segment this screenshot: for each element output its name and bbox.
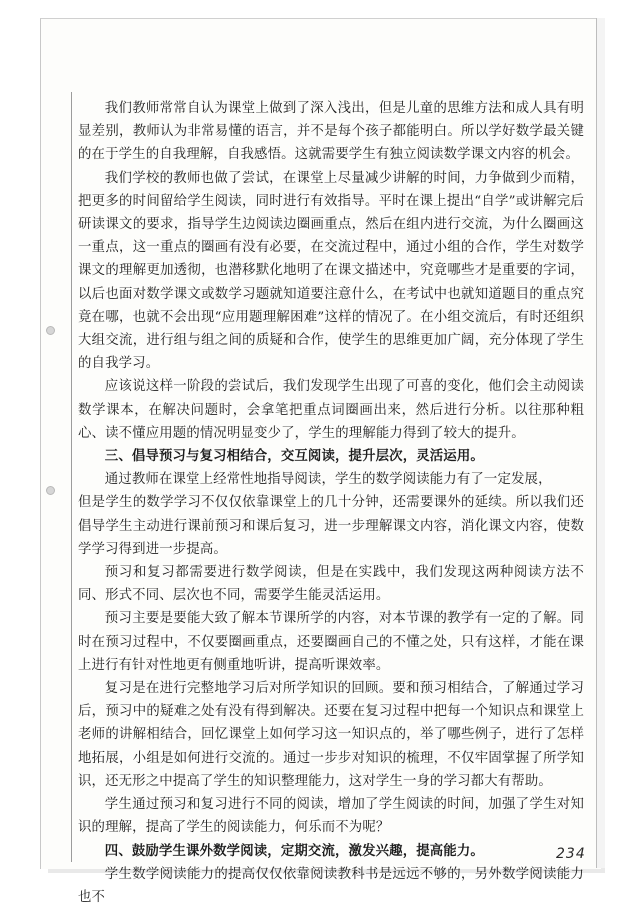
page-number: 234	[556, 846, 586, 862]
paragraph: 预习和复习都需要进行数学阅读，但是在实践中，我们发现这两种阅读方法不同、形式不同、层次也不同，需要学生能灵活运用。	[78, 565, 584, 604]
section-heading: 四、鼓励学生课外数学阅读，定期交流，激发兴趣，提高能力。	[104, 842, 484, 859]
paragraph: 学生数学阅读能力的提高仅仅依靠阅读教科书是远远不够的，另外数学阅读能力也不	[78, 866, 584, 905]
paragraph: 复习是在进行完整地学习后对所学知识的回顾。要和预习相结合，了解通过学习后，预习中的疑难之处有没有得到解决。还要在复习过程中把每一个知识点和课堂上老师的讲解相结合，回忆课堂上如何学习这一知识点的，举了哪些例子，进行了怎样地拓展，小组是如何进行交流的。通过一步步对知识的梳理，不仅牢固掌握了所学知识，还无形之中提高了学生的知识整理能力，这对学生一身的学习都大有帮助。	[78, 681, 584, 789]
paragraph: 我们教师常常自认为课堂上做到了深入浅出，但是儿童的思维方法和成人具有明显差别，教师认为非常易懂的语言，并不是每个孩子都能明白。所以学好数学最关键的在于学生的自我理解，自我感悟。这就需要学生有独立阅读数学课文内容的机会。	[78, 101, 584, 163]
paragraph: 预习主要是要能大致了解本节课所学的内容，对本节课的教学有一定的了解。同时在预习过程中，不仅要圈画重点，还要圈画自己的不懂之处，只有这样，才能在课上进行有针对性地更有侧重地听讲，提高听课效率。	[78, 611, 584, 673]
binding-hole-icon	[46, 486, 55, 495]
paragraph: 应该说这样一阶段的尝试后，我们发现学生出现了可喜的变化，他们会主动阅读数学课本，在解决问题时，会拿笔把重点词圈画出来，然后进行分析。以往那种粗心、读不懂应用题的情况明显变少了，学生的理解能力得到了较大的提升。	[78, 379, 584, 441]
binding-hole-icon	[46, 326, 55, 335]
paragraph-continuation: 但是学生的数学学习不仅仅依靠课堂上的几十分钟，还需要课外的延续。所以我们还倡导学生主动进行课前预习和课后复习，进一步理解课文内容，消化课文内容，使数学学习得到进一步提高。	[78, 495, 584, 557]
document-body	[78, 97, 584, 909]
margin-rule	[71, 92, 72, 862]
paragraph: 通过教师在课堂上经常性地指导阅读，学生的数学阅读能力有了一定发展，	[104, 472, 552, 488]
paragraph: 我们学校的教师也做了尝试，在课堂上尽量减少讲解的时间，力争做到少而精，把更多的时间留给学生阅读，同时进行有效指导。平时在课上提出“自学”或讲解完后研读课文的要求，指导学生边阅读边圈画重点，然后在组内进行交流，为什么圈画这一重点，这一重点的圈画有没有必要，在交流过程中，通过小组的合作，学生对数学课文的理解更加透彻，也潜移默化地明了在课文描述中，究竟哪些才是重要的字词，以后也面对数学课文或数学习题就知道要注意什么，在考试中也就知道题目的重点究竟在哪，也就不会出现“应用题理解困难”这样的情况了。在小组交流后，有时还组织大组交流，进行组与组之间的质疑和合作，使学生的思维更加广阔，充分体现了学生的自我学习。	[78, 170, 584, 372]
paper-stack-edge	[596, 18, 605, 868]
paragraph: 学生通过预习和复习进行不同的阅读，增加了学生阅读的时间，加强了学生对知识的理解，提高了学生的阅读能力，何乐而不为呢？	[78, 797, 584, 836]
section-heading: 三、倡导预习与复习相结合，交互阅读，提升层次，灵活运用。	[104, 448, 484, 465]
